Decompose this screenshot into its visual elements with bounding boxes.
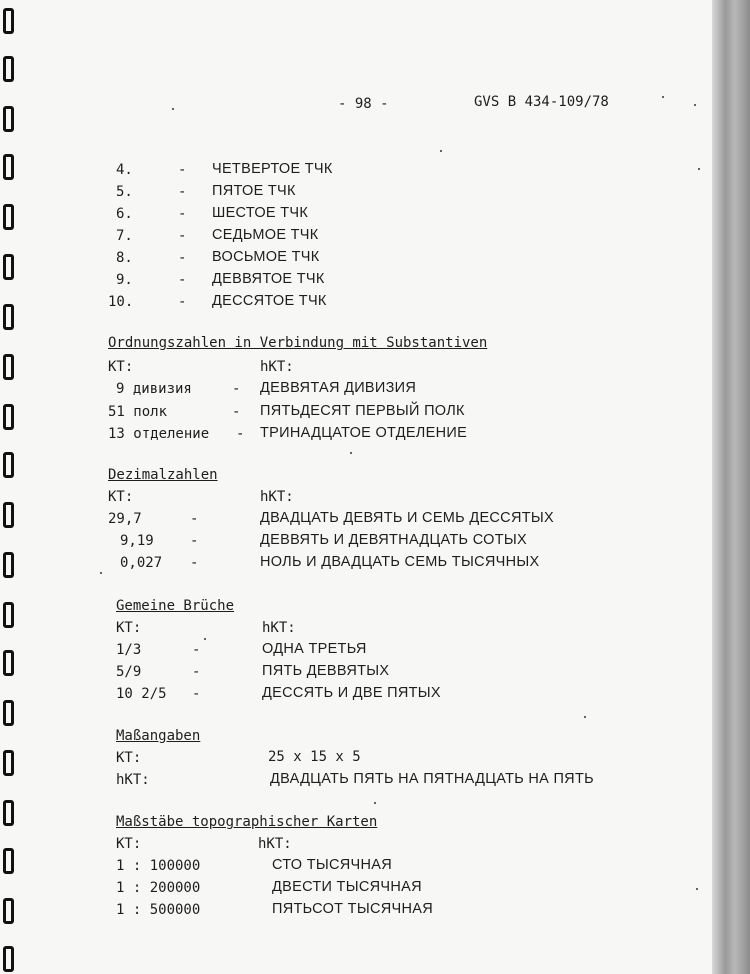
ordinal-text: ШЕСТОЕ ТЧК [212,205,309,221]
hkt-value: ДВАДЦАТЬ ДЕВЯТЬ И СЕМЬ ДЕССЯТЫХ [260,510,554,526]
punch-hole [3,650,14,676]
section-heading-measures: Maßangaben [116,728,201,744]
hkt-value: ПЯТЬСОТ ТЫСЯЧНАЯ [272,901,433,917]
section-heading-ordinal-nouns: Ordnungszahlen in Verbindung mit Substantiven [108,335,488,351]
hkt-value: ДЕССЯТЬ И ДВЕ ПЯТЫХ [262,685,441,701]
scan-speck [172,108,174,110]
ordinal-number: 10. [108,294,134,310]
punch-hole [3,946,14,972]
punch-hole [3,898,14,924]
ordinal-number: 6. [116,206,133,222]
column-label-hkt: hKT: [258,836,292,852]
ordinal-number: 5. [116,184,133,200]
scan-speck [374,802,376,804]
punch-hole [3,848,14,874]
punch-hole [3,204,14,230]
kt-value: 1 : 200000 [116,880,201,896]
row-dash: - [190,511,199,527]
page-number: - 98 - [338,96,389,112]
kt-value: 9 дивизия [116,381,192,397]
punch-hole [3,602,14,628]
row-dash: - [190,555,199,571]
column-label-hkt: hKT: [260,359,294,375]
scan-right-edge [712,0,750,974]
measure-hkt-label: hKT: [116,772,150,788]
column-label-hkt: hKT: [262,620,296,636]
punch-hole [3,552,14,578]
row-dash: - [192,686,201,702]
document-code: GVS B 434-109/78 [474,94,609,110]
measure-hkt-value: ДВАДЦАТЬ ПЯТЬ НА ПЯТНАДЦАТЬ НА ПЯТЬ [270,771,594,787]
scan-speck [100,572,102,574]
punch-hole [3,750,14,776]
column-label-kt: KT: [116,620,142,636]
scan-speck [204,638,206,640]
ordinal-number: 4. [116,162,133,178]
ordinal-text: ДЕССЯТОЕ ТЧК [212,293,327,309]
scan-speck [440,150,442,152]
ordinal-number: 8. [116,250,133,266]
measure-kt-value: 25 x 15 x 5 [268,749,361,765]
hkt-value: ДЕВВЯТАЯ ДИВИЗИЯ [260,380,417,396]
scan-speck [698,168,700,170]
kt-value: 29,7 [108,511,142,527]
ordinal-number: 7. [116,228,133,244]
punch-hole [3,404,14,430]
kt-value: 1/3 [116,642,142,658]
ordinal-text: ЧЕТВЕРТОЕ ТЧК [212,161,333,177]
kt-value: 5/9 [116,664,142,680]
ordinal-dash: - [178,272,187,288]
section-heading-map-scales: Maßstäbe topographischer Karten [116,814,378,830]
hkt-value: НОЛЬ И ДВАДЦАТЬ СЕМЬ ТЫСЯЧНЫХ [260,554,540,570]
ordinal-text: ДЕВВЯТОЕ ТЧК [212,271,325,287]
ordinal-dash: - [178,206,187,222]
ordinal-text: ВОСЬМОЕ ТЧК [212,249,320,265]
column-label-kt: KT: [108,489,134,505]
ordinal-dash: - [178,250,187,266]
scan-speck [662,96,664,98]
ordinal-dash: - [178,184,187,200]
ordinal-text: ПЯТОЕ ТЧК [212,183,296,199]
punch-hole [3,8,14,34]
scan-speck [696,888,698,890]
scan-speck [694,104,696,106]
punch-hole [3,354,14,380]
hkt-value: ОДНА ТРЕТЬЯ [262,641,367,657]
column-label-kt: KT: [108,359,134,375]
ordinal-dash: - [178,294,187,310]
kt-value: 13 отделение [108,426,210,442]
row-dash: - [232,404,241,420]
punch-hole [3,154,14,180]
row-dash: - [190,533,199,549]
hkt-value: ПЯТЬ ДЕВВЯТЫХ [262,663,390,679]
punch-hole [3,502,14,528]
kt-value: 0,027 [120,555,163,571]
ordinal-text: СЕДЬМОЕ ТЧК [212,227,319,243]
hkt-value: ДЕВВЯТЬ И ДЕВЯТНАДЦАТЬ СОТЫХ [260,532,527,548]
ordinal-dash: - [178,162,187,178]
punch-hole [3,254,14,280]
kt-value: 1 : 100000 [116,858,201,874]
punch-hole [3,106,14,132]
punch-hole [3,800,14,826]
row-dash: - [192,664,201,680]
hkt-value: ТРИНАДЦАТОЕ ОТДЕЛЕНИЕ [260,425,468,441]
kt-value: 51 полк [108,404,168,420]
row-dash: - [232,381,241,397]
hkt-value: СТО ТЫСЯЧНАЯ [272,857,393,873]
kt-value: 1 : 500000 [116,902,201,918]
section-heading-fractions: Gemeine Brüche [116,598,235,614]
column-label-hkt: hKT: [260,489,294,505]
ordinal-number: 9. [116,272,133,288]
scan-speck [350,452,352,454]
hkt-value: ДВЕСТИ ТЫСЯЧНАЯ [272,879,422,895]
kt-value: 10 2/5 [116,686,167,702]
row-dash: - [236,426,245,442]
hkt-value: ПЯТЬДЕСЯТ ПЕРВЫЙ ПОЛК [260,403,465,419]
section-heading-decimals: Dezimalzahlen [108,467,218,483]
punch-hole [3,452,14,478]
kt-value: 9,19 [120,533,154,549]
measure-kt-label: KT: [116,750,142,766]
scan-speck [584,716,586,718]
ordinal-dash: - [178,228,187,244]
punch-hole [3,304,14,330]
punch-hole [3,700,14,726]
punch-hole [3,56,14,82]
column-label-kt: KT: [116,836,142,852]
row-dash: - [192,642,201,658]
